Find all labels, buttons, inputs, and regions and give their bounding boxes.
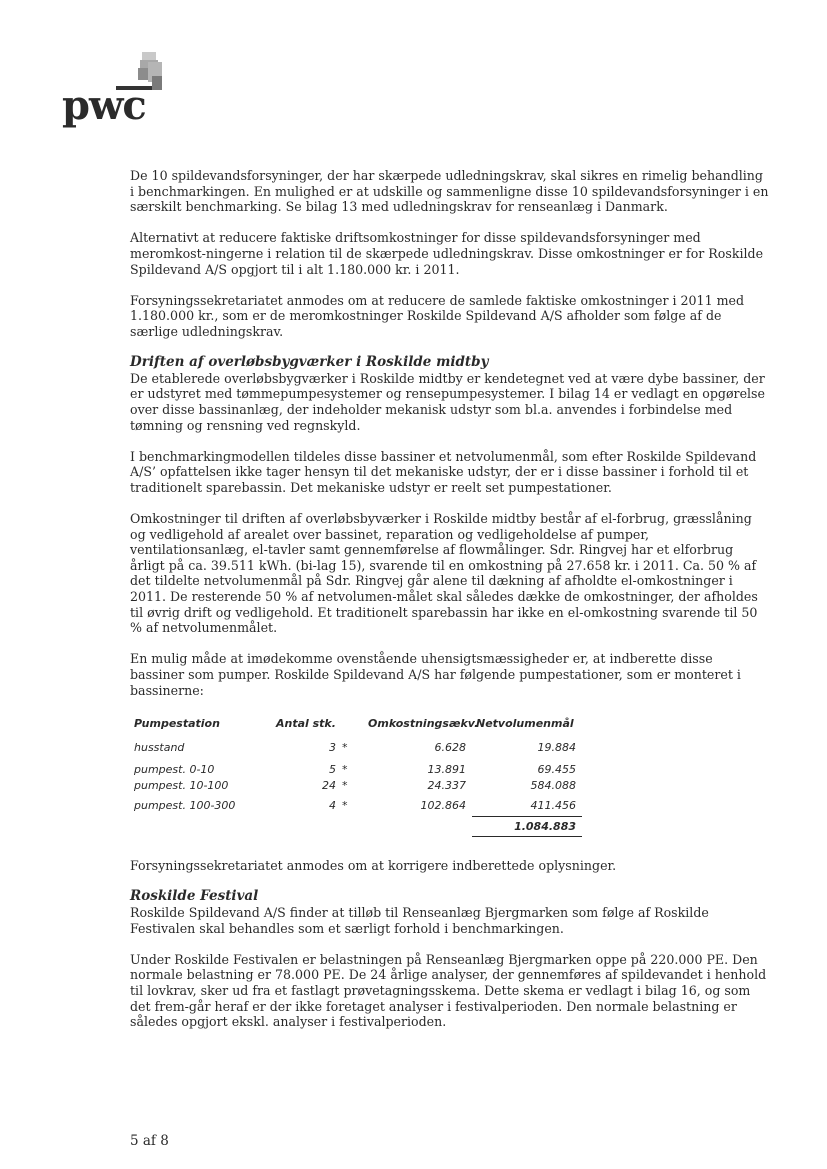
paragraph: Forsyningssekretariatet anmodes om at reducere de samlede faktiske omkostninger i 2011 med 1.180.000 kr., som er de meromkostninger Roskilde Spildevand A/S afholder som følge af de særlige udledningskrav. — [130, 292, 745, 339]
paragraph: De 10 spildevandsforsyninger, der har skærpede udledningskrav, skal sikres en rimelig behandling i benchmarkingen. En mulighed er at udskille og sammenligne disse 10 spildevandsforsyninger i en særskilt benchmarking. Se bilag 13 med udledningskrav for renseanlæg i Danmark. — [130, 168, 769, 215]
paragraph: I benchmarkingmodellen tildeles disse bassiner et netvolumenmål, som efter Roskilde Spildevand A/S’ opfattelsen ikke tager hensyn til det mekaniske udstyr, der er i disse bassiner i forhold til et traditionelt sparebassin. Det mekaniske udstyr er reelt set pumpestationer. — [130, 448, 757, 495]
table-cell-mark: * — [342, 779, 348, 793]
table-rule — [472, 836, 582, 837]
table-header: Pumpestation — [134, 717, 220, 731]
table-cell-name: pumpest. 10-100 — [134, 779, 229, 793]
table-cell-name: husstand — [134, 741, 185, 755]
table-cell-netvol: 584.088 — [530, 779, 576, 793]
table-cell-name: pumpest. 0-10 — [134, 763, 215, 777]
page-number: 5 af 8 — [130, 1133, 169, 1149]
pumpestation-table — [130, 712, 590, 840]
table-header: Netvolumenmål — [476, 717, 574, 731]
paragraph: En mulig måde at imødekomme ovenstående uhensigtsmæssigheder er, at indberette disse bassiner som pumper. Roskilde Spildevand A/S har følgende pumpestationer, som er monteret i bassinerne: — [130, 651, 741, 698]
table-cell-name: pumpest. 100-300 — [134, 799, 236, 813]
paragraph: Forsyningssekretariatet anmodes om at korrigere indberettede oplysninger. — [130, 858, 617, 874]
table-cell-cost: 24.337 — [427, 779, 466, 793]
paragraph: Omkostninger til driften af overløbsbyværker i Roskilde midtby består af el-forbrug, græsslåning og vedligehold af arealet over bassinet, reparation og vedligeholdelse af pumper, ventilationsanlæg, el-tavler samt gennemførelse af flowmålinger. Sdr. Ringvej har et elforbrug årligt på ca. 39.511 kWh. (bi-lag 15), svarende til en omkostning på 27.658 kr. i 2011. Ca. 50 % af det tildelte netvolumenmål på Sdr. Ringvej går alene til dækning af afholdte el-omkostninger i 2011. De resterende 50 % af netvolumen-målet skal således dække de omkostninger, der afholdes til øvrig drift og vedligehold. Et traditionelt sparebassin har ikke en el-omkostning svarende til 50 % af netvolumenmålet. — [130, 511, 758, 636]
table-cell-mark: * — [342, 763, 348, 777]
section-heading: Roskilde Festival — [130, 888, 259, 905]
table-cell-mark: * — [342, 741, 348, 755]
table-cell-cost: 6.628 — [434, 741, 466, 755]
paragraph: Alternativt at reducere faktiske driftsomkostninger for disse spildevandsforsyninger med meromkost-ningerne i relation til de skærpede udledningskrav. Disse omkostninger er for Roskilde Spildevand A/S opgjort til i alt 1.180.000 kr. i 2011. — [130, 230, 764, 277]
table-header: Antal stk. — [276, 717, 336, 731]
table-cell-cost: 13.891 — [427, 763, 466, 777]
table-total: 1.084.883 — [514, 820, 576, 834]
table-rule — [472, 816, 582, 817]
section-heading: Driften af overløbsbygværker i Roskilde midtby — [130, 354, 489, 371]
paragraph: Roskilde Spildevand A/S finder at tilløb til Renseanlæg Bjergmarken som følge af Roskilde Festivalen skal behandles som et særligt forhold i benchmarkingen. — [130, 904, 709, 936]
table-cell-netvol: 19.884 — [537, 741, 576, 755]
table-cell-netvol: 69.455 — [537, 763, 576, 777]
table-cell-cost: 102.864 — [420, 799, 466, 813]
pwc-logo-text: pwc — [62, 82, 146, 129]
document-body — [130, 168, 770, 1030]
paragraph: Under Roskilde Festivalen er belastningen på Renseanlæg Bjergmarken oppe på 220.000 PE. Den normale belastning er 78.000 PE. De 24 årlige analyser, der gennemføres af spildevandet i henhold til lovkrav, sker ud fra et fastlagt prøvetagningsskema. Dette skema er vedlagt i bilag 16, og som det frem-går heraf er der ikke foretaget analyser i festivalperioden. Den normale belastning er således opgjort ekskl. analyser i festivalperioden. — [130, 951, 767, 1030]
table-cell-netvol: 411.456 — [530, 799, 576, 813]
table-cell-mark: * — [342, 799, 348, 813]
table-cell-count: 3 — [329, 741, 336, 755]
table-cell-count: 5 — [329, 763, 336, 777]
table-cell-count: 4 — [329, 799, 336, 813]
paragraph: De etablerede overløbsbygværker i Roskilde midtby er kendetegnet ved at være dybe bassiner, der er udstyret med tømmepumpesystemer og rensepumpesystemer. I bilag 14 er vedlagt en opgørelse over disse bassinanlæg, der indeholder mekanisk udstyr som bl.a. anvendes i forbindelse med tømning og rensning ved regnskyld. — [130, 370, 765, 433]
table-header: Omkostningsækv. — [368, 717, 479, 731]
table-cell-count: 24 — [322, 779, 336, 793]
